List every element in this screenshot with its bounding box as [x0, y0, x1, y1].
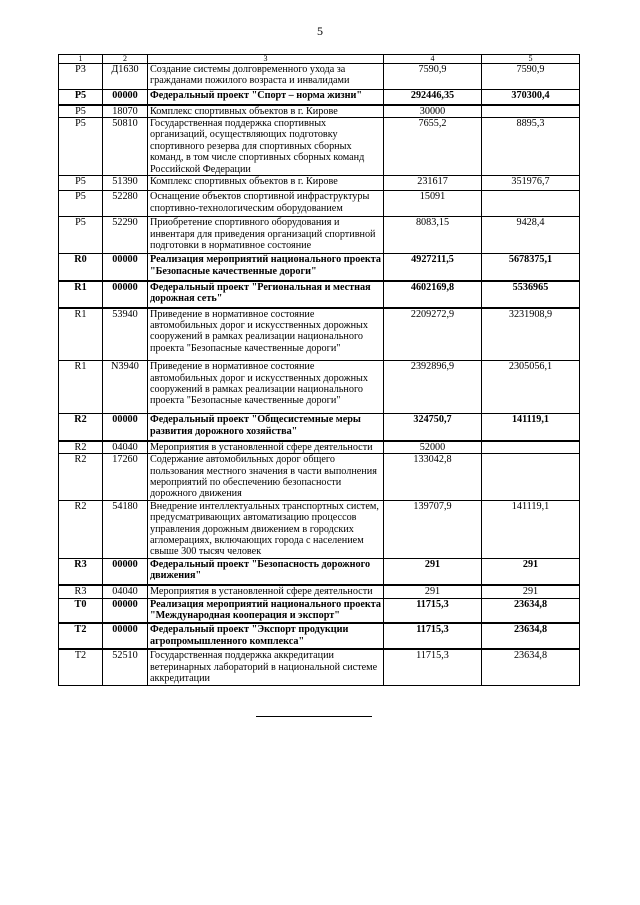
section-code: Р3: [59, 64, 103, 90]
amount-year-2: [482, 454, 580, 501]
section-code: R1: [59, 361, 103, 414]
section-code: R2: [59, 500, 103, 558]
amount-year-2: 2305056,1: [482, 361, 580, 414]
item-name: Создание системы долговременного ухода за гражданами пожилого возраста и инвалидами: [148, 64, 384, 90]
item-code: 52280: [103, 191, 148, 217]
amount-year-2: 370300,4: [482, 90, 580, 105]
section-code: R1: [59, 308, 103, 361]
item-name: Федеральный проект "Экспорт продукции агропромышленного комплекса": [148, 623, 384, 649]
item-name: Федеральный проект "Спорт – норма жизни": [148, 90, 384, 105]
amount-year-2: 351976,7: [482, 176, 580, 191]
amount-year-1: 7590,9: [384, 64, 482, 90]
section-code: R1: [59, 281, 103, 308]
table-body: [59, 55, 580, 686]
amount-year-1: 2209272,9: [384, 308, 482, 361]
section-code: Р5: [59, 217, 103, 254]
amount-year-1: 30000: [384, 105, 482, 118]
section-code: Р5: [59, 105, 103, 118]
table-row: [59, 64, 580, 90]
amount-year-2: 291: [482, 585, 580, 598]
table-row: [59, 623, 580, 649]
amount-year-1: 11715,3: [384, 649, 482, 685]
item-name: Приобретение спортивного оборудования и инвентаря для приведения организаций спортивной подготовки в нормативное состояние: [148, 217, 384, 254]
item-name: Мероприятия в установленной сфере деятельности: [148, 585, 384, 598]
item-code: 52510: [103, 649, 148, 685]
item-name: Комплекс спортивных объектов в г. Кирове: [148, 105, 384, 118]
table-row: [59, 191, 580, 217]
item-code: 00000: [103, 281, 148, 308]
budget-table: [58, 54, 580, 686]
amount-year-1: 292446,35: [384, 90, 482, 105]
item-code: Д1630: [103, 64, 148, 90]
item-name: Приведение в нормативное состояние автомобильных дорог и искусственных дорожных сооружений в рамках реализации национального проекта "Безопасные качественные дороги": [148, 361, 384, 414]
section-code: R3: [59, 585, 103, 598]
item-code: 04040: [103, 585, 148, 598]
item-name: Реализация мероприятий национального проекта "Безопасные качественные дороги": [148, 254, 384, 281]
item-name: Оснащение объектов спортивной инфраструктуры спортивно-технологическим оборудованием: [148, 191, 384, 217]
item-name: Содержание автомобильных дорог общего пользования местного значения в части выполнения мероприятий по обеспечению безопасности дорожного движения: [148, 454, 384, 501]
table-row: [59, 281, 580, 308]
table-row: [59, 585, 580, 598]
column-number: 3: [148, 55, 384, 64]
amount-year-1: 291: [384, 585, 482, 598]
amount-year-2: 3231908,9: [482, 308, 580, 361]
amount-year-1: 133042,8: [384, 454, 482, 501]
amount-year-2: 23634,8: [482, 649, 580, 685]
table-row: [59, 176, 580, 191]
section-code: Т0: [59, 598, 103, 623]
item-name: Внедрение интеллектуальных транспортных систем, предусматривающих автоматизацию процессов управления дорожным движением в городских агломерациях, включающих города с населением свыше 300 тысяч человек: [148, 500, 384, 558]
item-name: Мероприятия в установленной сфере деятельности: [148, 441, 384, 454]
amount-year-1: 324750,7: [384, 414, 482, 441]
section-code: R2: [59, 454, 103, 501]
table-row: [59, 90, 580, 105]
item-code: 04040: [103, 441, 148, 454]
table-row: [59, 500, 580, 558]
amount-year-2: 141119,1: [482, 500, 580, 558]
section-code: Т2: [59, 623, 103, 649]
amount-year-2: 7590,9: [482, 64, 580, 90]
amount-year-1: 291: [384, 558, 482, 585]
section-code: Р5: [59, 176, 103, 191]
item-name: Приведение в нормативное состояние автомобильных дорог и искусственных дорожных сооружений в рамках реализации национального проекта "Безопасные качественные дороги": [148, 308, 384, 361]
amount-year-2: 141119,1: [482, 414, 580, 441]
amount-year-2: [482, 105, 580, 118]
item-name: Государственная поддержка спортивных организаций, осуществляющих подготовку спортивного резерва для спортивных сборных команд, в том числе спортивных сборных команд Российской Федерации: [148, 118, 384, 176]
item-code: 00000: [103, 598, 148, 623]
section-code: Т2: [59, 649, 103, 685]
amount-year-1: 15091: [384, 191, 482, 217]
item-name: Государственная поддержка аккредитации ветеринарных лабораторий в национальной системе аккредитации: [148, 649, 384, 685]
column-number: 1: [59, 55, 103, 64]
amount-year-2: 23634,8: [482, 598, 580, 623]
table-row: [59, 105, 580, 118]
item-code: 52290: [103, 217, 148, 254]
item-code: 00000: [103, 623, 148, 649]
item-code: 51390: [103, 176, 148, 191]
section-code: R2: [59, 441, 103, 454]
amount-year-1: 4927211,5: [384, 254, 482, 281]
item-code: 50810: [103, 118, 148, 176]
amount-year-1: 52000: [384, 441, 482, 454]
section-code: R3: [59, 558, 103, 585]
item-name: Федеральный проект "Безопасность дорожного движения": [148, 558, 384, 585]
section-code: Р5: [59, 118, 103, 176]
table-row: [59, 558, 580, 585]
column-number: 4: [384, 55, 482, 64]
amount-year-1: 11715,3: [384, 598, 482, 623]
item-name: Реализация мероприятий национального проекта "Международная кооперация и экспорт": [148, 598, 384, 623]
item-code: 00000: [103, 254, 148, 281]
table-row: [59, 217, 580, 254]
section-code: R0: [59, 254, 103, 281]
item-code: 00000: [103, 414, 148, 441]
amount-year-1: 8083,15: [384, 217, 482, 254]
item-name: Федеральный проект "Общесистемные меры развития дорожного хозяйства": [148, 414, 384, 441]
amount-year-1: 139707,9: [384, 500, 482, 558]
item-name: Федеральный проект "Региональная и местная дорожная сеть": [148, 281, 384, 308]
amount-year-1: 11715,3: [384, 623, 482, 649]
column-number-row: [59, 55, 580, 64]
item-code: 00000: [103, 558, 148, 585]
page-number: 5: [317, 24, 323, 38]
item-code: 18070: [103, 105, 148, 118]
amount-year-2: 5536965: [482, 281, 580, 308]
table-row: [59, 361, 580, 414]
table-row: [59, 414, 580, 441]
amount-year-2: [482, 441, 580, 454]
table-row: [59, 454, 580, 501]
amount-year-2: 23634,8: [482, 623, 580, 649]
amount-year-1: 7655,2: [384, 118, 482, 176]
amount-year-2: 9428,4: [482, 217, 580, 254]
item-name: Комплекс спортивных объектов в г. Кирове: [148, 176, 384, 191]
section-code: Р5: [59, 191, 103, 217]
column-number: 2: [103, 55, 148, 64]
section-code: Р5: [59, 90, 103, 105]
amount-year-2: 291: [482, 558, 580, 585]
amount-year-1: 2392896,9: [384, 361, 482, 414]
item-code: 53940: [103, 308, 148, 361]
amount-year-1: 231617: [384, 176, 482, 191]
item-code: 17260: [103, 454, 148, 501]
item-code: 00000: [103, 90, 148, 105]
amount-year-2: 5678375,1: [482, 254, 580, 281]
table-row: [59, 598, 580, 623]
amount-year-2: [482, 191, 580, 217]
item-code: N3940: [103, 361, 148, 414]
table-row: [59, 254, 580, 281]
amount-year-2: 8895,3: [482, 118, 580, 176]
section-code: R2: [59, 414, 103, 441]
amount-year-1: 4602169,8: [384, 281, 482, 308]
table-row: [59, 649, 580, 685]
table-row: [59, 441, 580, 454]
closing-rule: [256, 716, 372, 717]
table-row: [59, 118, 580, 176]
table-row: [59, 308, 580, 361]
column-number: 5: [482, 55, 580, 64]
item-code: 54180: [103, 500, 148, 558]
